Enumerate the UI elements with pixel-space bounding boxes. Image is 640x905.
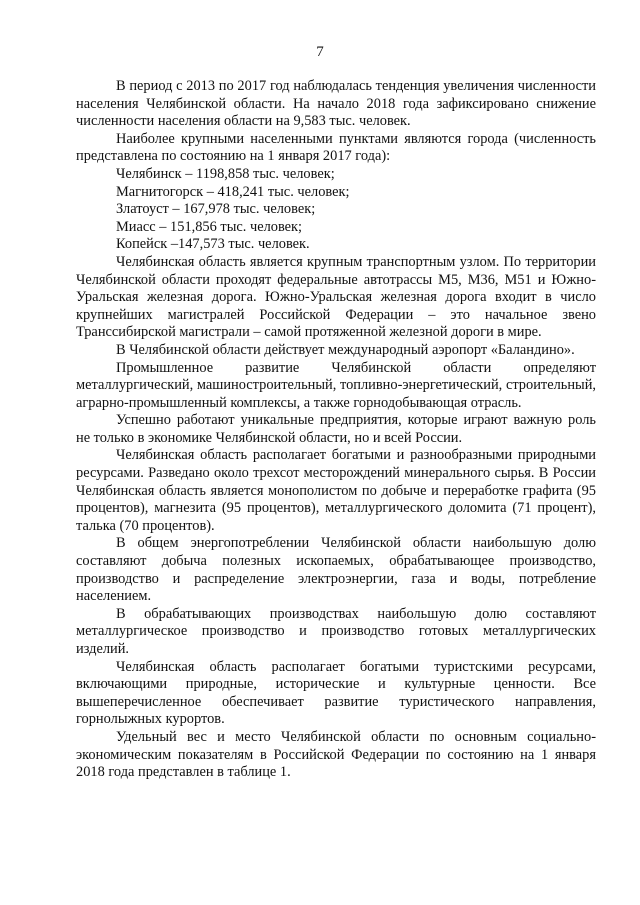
page-number: 7 — [316, 44, 324, 60]
body-text — [76, 78, 596, 782]
paragraph-tourism: Челябинская область располагает богатыми туристскими ресурсами, включающими природные, исторические и культурные ценности. Все вышеперечисленное обеспечивает развитие туристического направления, горнолыжных курортов. — [76, 658, 596, 728]
paragraph-manufacturing: В обрабатывающих производствах наибольшую долю составляют металлургическое производство и производство готовых металлургических изделий. — [76, 605, 596, 657]
paragraph-energy-consumption: В общем энергопотреблении Челябинской области наибольшую долю составляют добыча полезных ископаемых, обрабатывающее производство, производство и распределение электроэнергии, газа и воды, потребление населением. — [76, 535, 596, 605]
paragraph-natural-resources: Челябинская область располагает богатыми и разнообразными природными ресурсами. Разведано около трехсот месторождений минерального сырья. В России Челябинская область является монополистом по добыче и переработке графита (95 процентов), магнезита (95 процентов), металлургического доломита (71 процент), талька (70 процентов). — [76, 447, 596, 534]
list-item-zlatoust: Златоуст – 167,978 тыс. человек; — [116, 201, 316, 218]
paragraph-airport: В Челябинской области действует международный аэропорт «Баландино». — [116, 341, 575, 358]
list-item-chelyabinsk: Челябинск – 1198,858 тыс. человек; — [116, 165, 335, 182]
list-item-magnitogorsk: Магнитогорск – 418,241 тыс. человек; — [116, 183, 350, 200]
list-item-miass: Миасс – 151,856 тыс. человек; — [116, 218, 303, 235]
list-item-kopeysk: Копейск –147,573 тыс. человек. — [116, 236, 310, 253]
paragraph-industry: Промышленное развитие Челябинской области определяют металлургический, машиностроительный, топливно-энергетический, строительный, аграрно-промышленный комплексы, а также горнодобывающая отрасль. — [76, 359, 596, 411]
paragraph-table-reference: Удельный вес и место Челябинской области по основным социально-экономическим показателям в Российской Федерации по состоянию на 1 января 2018 года представлен в таблице 1. — [76, 728, 596, 781]
paragraph-largest-cities-intro: Наиболее крупными населенными пунктами являются города (численность представлена по состоянию на 1 января 2017 года): — [76, 130, 596, 165]
paragraph-population-trend: В период с 2013 по 2017 год наблюдалась тенденция увеличения численности населения Челябинской области. На начало 2018 года зафиксировано снижение численности населения области на 9,583 тыс. человек. — [76, 78, 596, 130]
paragraph-transport-hub: Челябинская область является крупным транспортным узлом. По территории Челябинской области проходят федеральные автотрассы М5, М36, М51 и Южно-Уральская железная дорога. Южно-Уральская железная дорога входит в число крупнейших магистралей Российской Федерации – это начальное звено Транссибирской магистрали – самой протяженной железной дороги в мире. — [76, 253, 596, 341]
paragraph-enterprises: Успешно работают уникальные предприятия, которые играют важную роль не только в экономике Челябинской области, но и всей России. — [76, 412, 596, 446]
